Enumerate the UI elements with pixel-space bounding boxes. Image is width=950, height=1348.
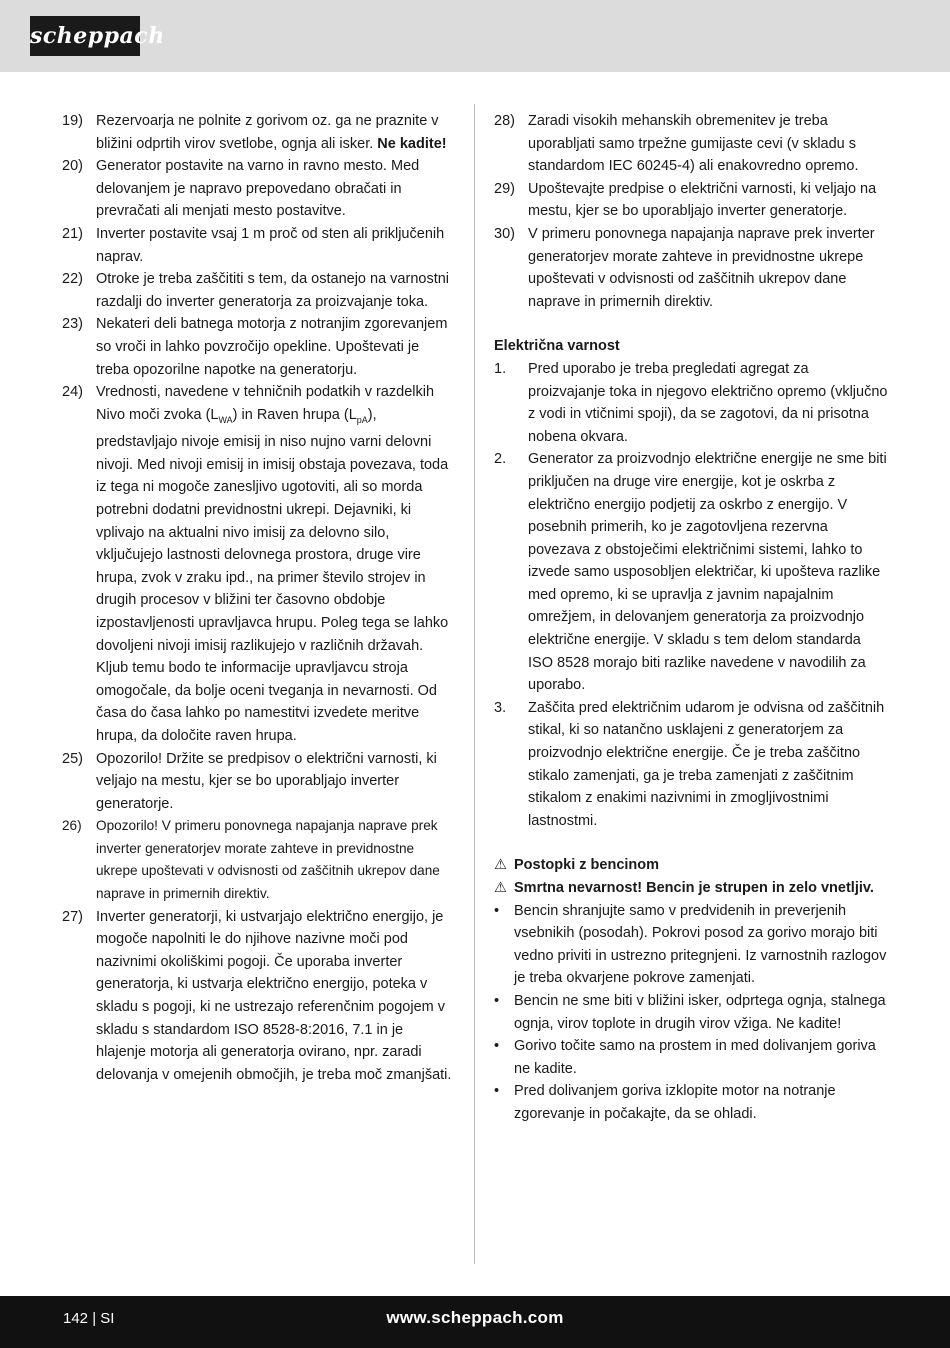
right-column	[494, 110, 888, 1126]
bullet-item	[494, 900, 888, 990]
list-item	[494, 358, 888, 448]
danger-heading	[494, 877, 888, 900]
bullet-icon: •	[494, 902, 500, 919]
bullet-icon: •	[494, 1083, 500, 1100]
item-number: 19)	[62, 113, 83, 129]
page-header	[0, 0, 950, 72]
item-number: 27)	[62, 908, 83, 925]
item-number: 20)	[62, 158, 83, 175]
danger-text: Smrtna nevarnost! Bencin je strupen in zelo vnetljiv.	[514, 880, 874, 896]
page-number: 142 | SI	[63, 1310, 115, 1327]
column-divider	[474, 104, 475, 1264]
item-text: V primeru ponovnega napajanja naprave prek inverter generatorjev morate zahteve in previdnostne ukrepe upoštevati v odvisnosti od zaščitnih ukrepov dane naprave in primernih direktiv.	[528, 225, 875, 310]
item-number: 23)	[62, 316, 83, 333]
page-footer	[0, 1296, 950, 1348]
bullet-text: Bencin shranjujte samo v predvidenih in preverjenih vsebnikih (posodah). Pokrovi posod za gorivo morajo biti vedno priviti in ustrezno pritegnjeni. Iz varnostnih razlogov je treba okvarjene pokrove zamenjati.	[514, 902, 887, 987]
subscript: WA	[218, 414, 233, 425]
scheppach-logo: scheppach	[30, 16, 140, 56]
item-number: 29)	[494, 180, 515, 197]
item-text: Inverter postavite vsaj 1 m proč od sten ali priključenih naprav.	[96, 225, 445, 265]
list-item	[62, 906, 456, 1087]
bullet-item	[494, 1035, 888, 1080]
item-number: 3.	[494, 699, 507, 716]
bullet-item	[494, 990, 888, 1035]
bullet-text: Bencin ne sme biti v bližini isker, odprtega ognja, stalnega ognja, virov toplote in drugih virov vžiga. Ne kadite!	[514, 992, 886, 1032]
list-item	[62, 748, 456, 816]
warning-title: Postopki z bencinom	[514, 857, 660, 874]
item-number: 30)	[494, 225, 515, 242]
item-text: Vrednosti, navedene v tehničnih podatkih v razdelkih Nivo moči zvoka (L	[96, 384, 435, 423]
item-number: 21)	[62, 225, 83, 242]
list-item	[494, 110, 888, 178]
list-item	[62, 223, 456, 268]
item-text: Generator postavite na varno in ravno mesto. Med delovanjem je napravo prepovedano obračati in prevračati ali menjati mesto postavitve.	[96, 158, 420, 220]
warning-heading	[494, 854, 888, 877]
bullet-text: Pred dolivanjem goriva izklopite motor na notranje zgorevanje in počakajte, da se ohladi.	[514, 1083, 836, 1122]
item-text: Pred uporabo je treba pregledati agregat za proizvajanje toka in njegovo električno opremo (vključno z vodi in vtičnimi spoji), da se zagotovi, da ni prisotna nobena okvara.	[528, 360, 888, 445]
list-item	[62, 815, 456, 905]
item-number: 24)	[62, 384, 83, 401]
item-number: 22)	[62, 271, 83, 288]
section-title: Električna varnost	[494, 338, 620, 355]
list-item	[62, 381, 456, 747]
item-text: Otroke je treba zaščititi s tem, da ostanejo na varnostni razdalji do inverter generatorja za proizvajanje toka.	[96, 271, 450, 310]
website-link[interactable]: www.scheppach.com	[386, 1308, 564, 1327]
item-text: Opozorilo! Držite se predpisov o električni varnosti, ki veljajo na mestu, kjer se bo uporabljajo inverter generatorje.	[96, 750, 437, 812]
list-item	[62, 155, 456, 223]
left-column	[62, 110, 456, 1086]
item-number: 25)	[62, 750, 83, 767]
list-item	[62, 110, 456, 155]
item-number: 26)	[62, 818, 82, 834]
bullet-text: Gorivo točite samo na prostem in med dolivanjem goriva ne kadite.	[514, 1038, 876, 1077]
item-text: Zaščita pred električnim udarom je odvisna od zaščitnih stikal, ki so natančno usklajeni z generatorjem za proizvodnjo električne energije. Če je treba zaščitno stikalo zamenjati, ga je treba zamenjati z zaščitnim stikalom z enakimi nazivnimi in zmogljivostnimi lastnostmi.	[528, 699, 885, 829]
list-item	[494, 223, 888, 313]
warning-icon: ⚠	[494, 880, 507, 896]
list-item	[494, 178, 888, 223]
list-item	[494, 697, 888, 833]
item-text: Zaradi visokih mehanskih obremenitev je treba uporabljati samo trpežne gumijaste cevi (v skladu s standardom IEC 60245-4) ali enakovredno opremo.	[528, 113, 859, 175]
item-text: Opozorilo! V primeru ponovnega napajanja naprave prek inverter generatorjev morate zahteve in previdnostne ukrepe upoštevati v odvisnosti od zaščitnih ukrepov dane naprave in primernih direktiv.	[96, 818, 440, 902]
list-item	[62, 313, 456, 381]
item-text: Nekateri deli batnega motorja z notranjim zgorevanjem so vroči in lahko povzročijo opekline. Upoštevati je treba opozorilne napotke na generatorju.	[96, 316, 448, 378]
bullet-icon: •	[494, 1038, 500, 1055]
item-number: 1.	[494, 360, 507, 377]
list-item	[494, 448, 888, 697]
item-number: 28)	[494, 113, 515, 129]
item-text: Inverter generatorji, ki ustvarjajo električno energijo, je mogoče napolniti le do njihove nazivne moči pod nazivnimi okoliškimi pogoji. Če uporaba inverter generatorja, ki ustvarja električno energijo, poteka v skladu s pogoji, ki ne ustrezajo referenčnim pogojem v skladu s standardom ISO 8528-8:2016, 7.1 in je hlajenje motorja ali generatorja ovirano, npr. zaradi delovanja v omejenih območjih, je treba moč zmanjšati.	[96, 908, 452, 1083]
item-text: Rezervoarja ne polnite z gorivom oz. ga ne praznite v bližini odprtih virov svetlobe, ognja ali isker.	[96, 113, 439, 152]
list-item	[62, 268, 456, 313]
item-text: Generator za proizvodnjo električne energije ne sme biti priključen na druge vire energije, kot je oskrba z električno energijo podjetij za oskrbo z energijo. V posebnih primerih, ko je zagotovljena rezervna povezava z obstoječimi električnimi sistemi, lahko to izvede samo usposobljen električar, ki upošteva razlike med opremo, ki se upravlja z javnim napajalnim omrežjem, in delovanjem generatorja za proizvodnjo električne energije. V skladu s tem delom standarda ISO 8528 morajo biti razlike navedene v navodilih za uporabo.	[528, 451, 887, 694]
bullet-icon: •	[494, 992, 500, 1009]
item-bold-text: Ne kadite!	[377, 135, 447, 152]
item-text: Upoštevajte predpise o električni varnosti, ki veljajo na mestu, kjer se bo uporabljajo inverter generatorje.	[528, 180, 877, 220]
subscript: pA	[356, 414, 368, 425]
bullet-item	[494, 1080, 888, 1125]
item-number: 2.	[494, 451, 507, 468]
item-text: ) in Raven hrupa (L	[232, 406, 357, 423]
warning-icon: ⚠	[494, 857, 507, 874]
item-text: ), predstavljajo nivoje emisij in niso nujno varni delovni nivoji. Med nivoji emisij in imisij obstaja povezava, toda iz tega ni mogoče zanesljivo ugotoviti, ali so morda potrebni dodatni previdnostni ukrepi. Dejavniki, ki vplivajo na aktualni nivo imisij za delovno silo, vključujejo lastnosti delovnega prostora, druge vire hrupa, zvok v zraku ipd., na primer število strojev in drugih procesov v bližini ter časovno obdobje izpostavljenosti upravljavca hrupu. Poleg tega se lahko dovoljeni nivoji imisij razlikujejo v različnih državah. Kljub temu bodo te informacije upravljavcu stroja omogočale, da bolje oceni tveganja in nevarnosti. Od časa do časa lahko po namestitvi izvedete meritve hrupa, da določite raven hrupa.	[96, 406, 449, 744]
spacer	[494, 832, 888, 854]
